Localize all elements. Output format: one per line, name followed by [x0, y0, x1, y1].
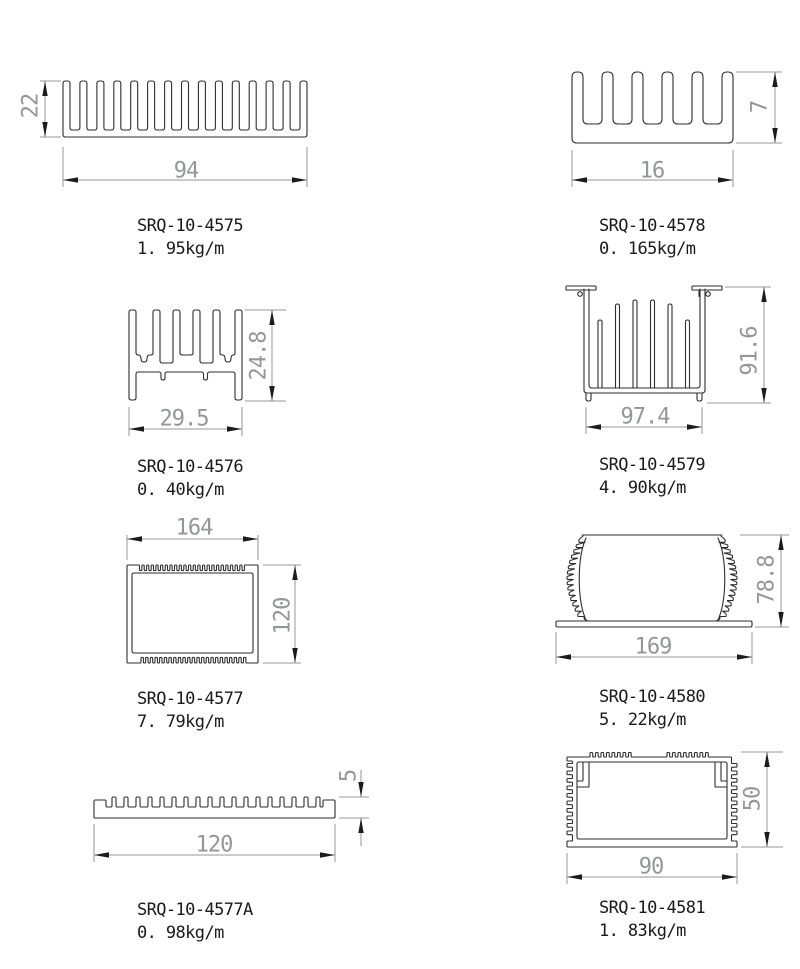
dimension-arrowhead	[320, 852, 335, 857]
dimension-arrowhead	[358, 818, 363, 833]
profile-label-srq-10-4579	[599, 455, 705, 498]
dimension-arrowhead	[772, 72, 777, 87]
dimension-arrowhead	[269, 386, 274, 401]
dimension-arrowhead	[243, 536, 258, 541]
dimension-arrowhead	[687, 424, 702, 429]
width-dim-srq-10-4576: 29.5	[159, 406, 209, 432]
dimension-arrowhead	[761, 287, 766, 302]
profile-label-srq-10-4580	[599, 687, 705, 730]
width-dim-srq-10-4578: 16	[639, 158, 665, 184]
model-number: SRQ-10-4575	[137, 216, 243, 236]
dimension-arrowhead	[292, 177, 307, 182]
dimension-arrowhead	[269, 310, 274, 325]
width-dim-srq-10-4580: 169	[634, 634, 672, 660]
height-dim-srq-10-4575: 22	[18, 93, 44, 119]
weight-per-meter: 1. 83kg/m	[599, 921, 686, 941]
dimension-arrowhead	[127, 536, 142, 541]
width-dim-srq-10-4581: 90	[638, 854, 664, 880]
dimension-arrowhead	[292, 565, 297, 580]
width-dim-srq-10-4577a: 120	[195, 832, 233, 858]
dimension-arrowhead	[129, 426, 144, 431]
model-number: SRQ-10-4581	[599, 898, 705, 918]
model-number: SRQ-10-4576	[137, 457, 243, 477]
width-dim-srq-10-4579: 97.4	[620, 404, 670, 430]
model-number: SRQ-10-4578	[599, 216, 705, 236]
model-number: SRQ-10-4577A	[137, 900, 253, 920]
weight-per-meter: 4. 90kg/m	[599, 478, 686, 498]
model-number: SRQ-10-4577	[137, 689, 243, 709]
dimension-arrowhead	[94, 852, 109, 857]
profile-label-srq-10-4578	[599, 216, 705, 259]
height-dim-srq-10-4579: 91.6	[737, 326, 763, 376]
height-dim-srq-10-4578: 7	[747, 100, 773, 114]
height-dim-srq-10-4577: 120	[270, 597, 296, 635]
profile-label-srq-10-4576	[137, 457, 243, 500]
dimension-arrowhead	[764, 832, 769, 847]
dimension-arrowhead	[761, 388, 766, 403]
weight-per-meter: 5. 22kg/m	[599, 710, 686, 730]
model-number: SRQ-10-4579	[599, 455, 705, 475]
weight-per-meter: 0. 98kg/m	[137, 923, 224, 943]
dimension-arrowhead	[586, 424, 601, 429]
weight-per-meter: 0. 165kg/m	[599, 239, 696, 259]
dimension-arrowhead	[772, 128, 777, 143]
weight-per-meter: 1. 95kg/m	[137, 239, 224, 259]
dimension-arrowhead	[572, 177, 587, 182]
profile-label-srq-10-4575	[137, 216, 243, 259]
height-dim-srq-10-4577a: 5	[336, 769, 362, 783]
width-dim-srq-10-4577: 164	[175, 515, 213, 541]
dimension-arrowhead	[718, 177, 733, 182]
profile-label-srq-10-4577a	[137, 900, 253, 943]
dimension-arrowhead	[63, 177, 78, 182]
dimension-arrowhead	[737, 654, 752, 659]
profile-drawing-srq-10-4581	[567, 752, 783, 884]
dimension-arrowhead	[764, 752, 769, 767]
profile-drawing-srq-10-4578	[572, 72, 782, 187]
weight-per-meter: 0. 40kg/m	[137, 480, 224, 500]
dimension-arrowhead	[227, 426, 242, 431]
weight-per-meter: 7. 79kg/m	[137, 712, 224, 732]
width-dim-srq-10-4575: 94	[173, 158, 199, 184]
dimension-arrowhead	[778, 612, 783, 627]
dimension-arrowhead	[358, 782, 363, 797]
dimension-arrowhead	[42, 122, 47, 137]
profile-label-srq-10-4577	[137, 689, 243, 732]
dimension-arrowhead	[556, 654, 571, 659]
dimension-arrowhead	[778, 535, 783, 550]
height-dim-srq-10-4580: 78.8	[754, 555, 780, 605]
dimension-arrowhead	[567, 874, 582, 879]
model-number: SRQ-10-4580	[599, 687, 705, 707]
dimension-arrowhead	[292, 648, 297, 663]
dimension-arrowhead	[722, 874, 737, 879]
profile-label-srq-10-4581	[599, 898, 705, 941]
height-dim-srq-10-4581: 50	[740, 786, 766, 812]
height-dim-srq-10-4576: 24.8	[246, 331, 272, 381]
